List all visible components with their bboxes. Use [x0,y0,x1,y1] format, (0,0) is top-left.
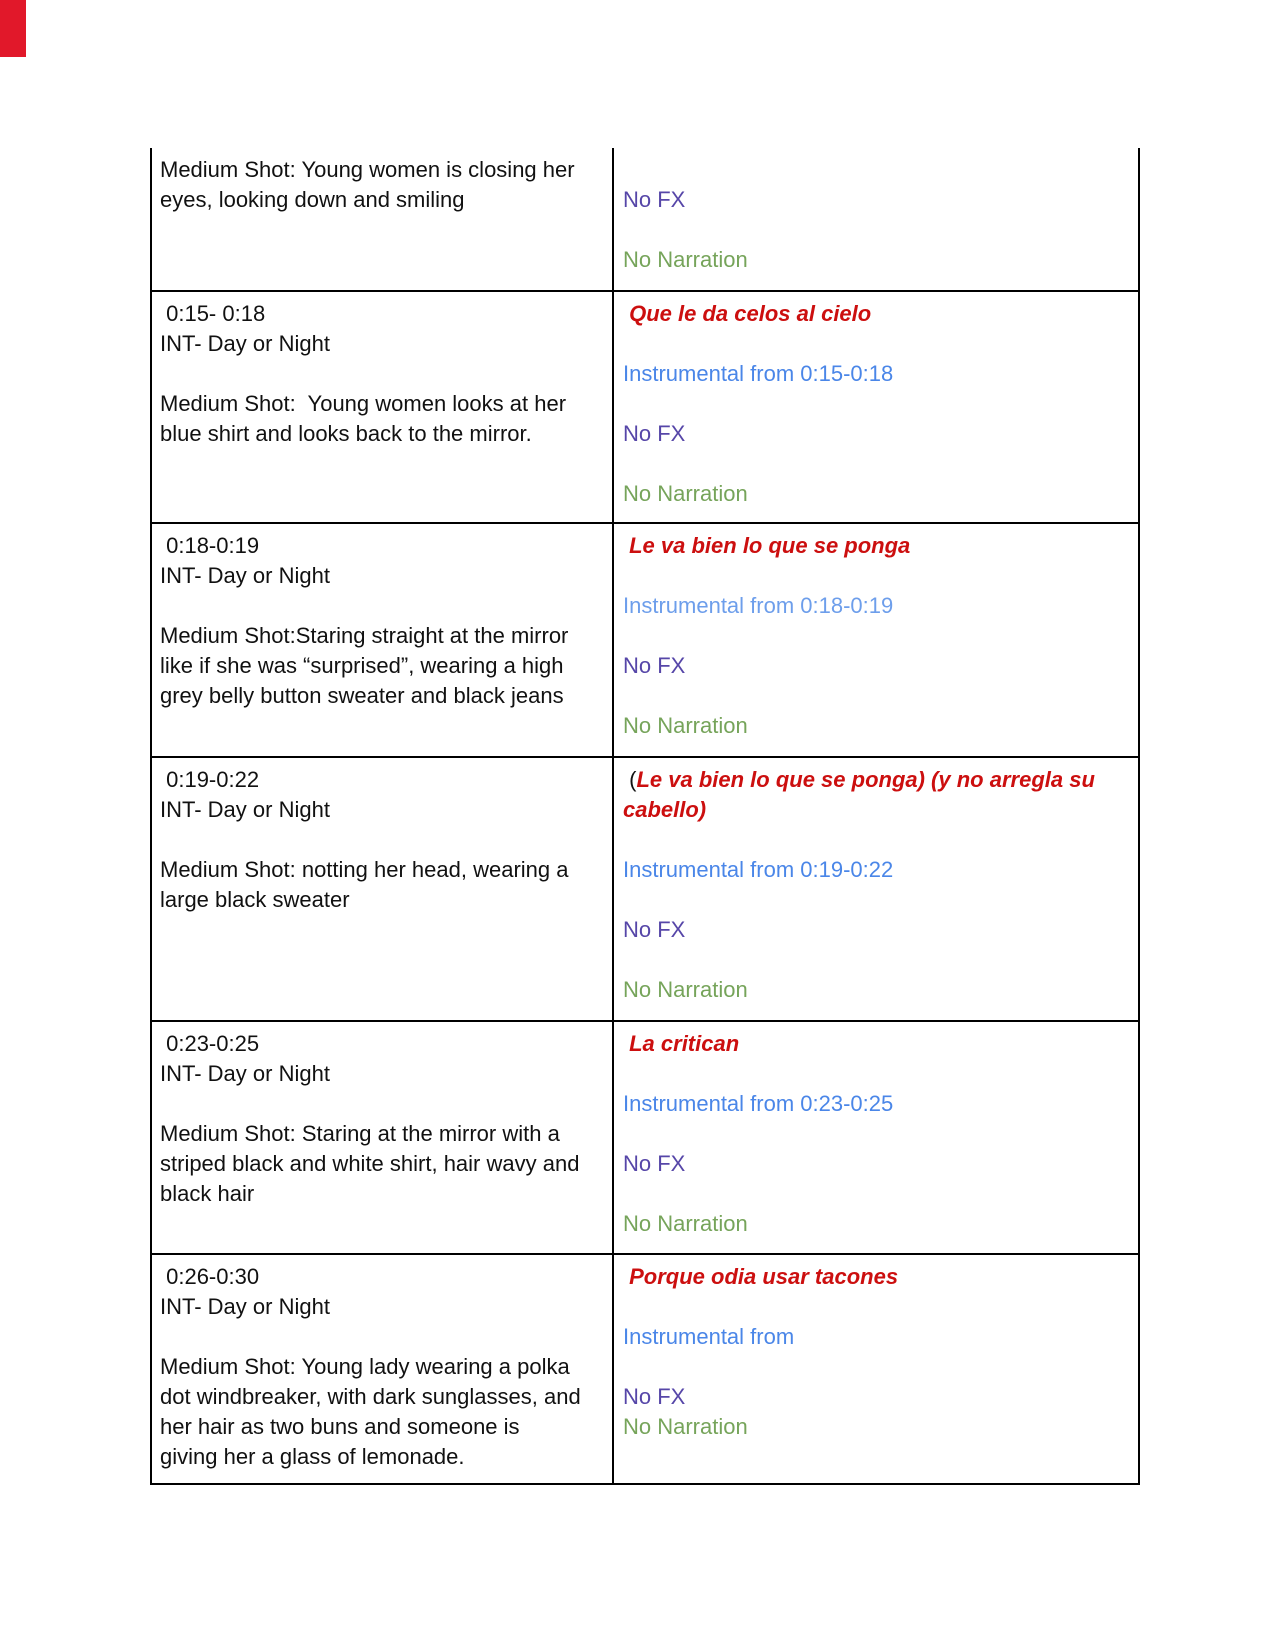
lyric-text: Le va bien lo que se ponga) (y no arregla su [636,767,1095,792]
text-line [623,1322,1134,1352]
lyric-text: cabello) [623,797,707,822]
text-line [623,591,1134,621]
table-row [152,292,1138,524]
text-line [160,1059,606,1089]
desc-text: her hair as two buns and someone is [160,1414,520,1439]
text-line [160,1262,606,1292]
text-line [623,449,1134,479]
text-line [623,359,1134,389]
fx-text: No FX [623,917,686,942]
text-line [160,1412,606,1442]
audio-cell [614,148,1138,290]
shot-description-cell [152,148,614,290]
text-line [160,185,606,215]
text-line [623,1382,1134,1412]
text-line [160,561,606,591]
text-line [160,855,606,885]
lyric-text: Porque odia usar tacones [623,1264,899,1289]
text-line [160,419,606,449]
desc-text: INT- Day or Night [160,1294,330,1319]
text-line [160,681,606,711]
text-line [623,561,1134,591]
shot-description-cell [152,524,614,756]
desc-text: 0:15- 0:18 [160,301,266,326]
lyric-text: La critican [623,1031,740,1056]
fx-text: No FX [623,421,686,446]
text-line [160,1179,606,1209]
desc-text: large black sweater [160,887,350,912]
text-line [623,299,1134,329]
text-line [160,1382,606,1412]
text-line [623,479,1134,509]
text-line [623,1179,1134,1209]
text-line [623,245,1134,275]
text-line [623,855,1134,885]
text-line [623,1292,1134,1322]
text-line [160,329,606,359]
audio-cell [614,524,1138,756]
text-line [160,155,606,185]
text-line [160,1292,606,1322]
text-line [623,885,1134,915]
text-line [160,825,606,855]
text-line [160,885,606,915]
text-line [160,651,606,681]
narration-text: No Narration [623,977,748,1002]
text-line [160,359,606,389]
musicLight-text: Instrumental from 0:18-0:19 [623,593,894,618]
desc-text: 0:26-0:30 [160,1264,260,1289]
text-line [623,621,1134,651]
text-line [160,1029,606,1059]
plain-text: ( [623,767,637,792]
text-line [160,531,606,561]
text-line [623,1412,1134,1442]
desc-text: eyes, looking down and smiling [160,187,465,212]
text-line [623,419,1134,449]
desc-text: giving her a glass of lemonade. [160,1444,465,1469]
music-text: Instrumental from 0:23-0:25 [623,1091,894,1116]
text-line [623,1119,1134,1149]
text-line [623,945,1134,975]
text-line [623,1029,1134,1059]
desc-text: INT- Day or Night [160,563,330,588]
desc-text: Medium Shot: Staring at the mirror with a [160,1121,560,1146]
text-line [160,591,606,621]
storyboard-table [150,148,1140,1485]
fx-text: No FX [623,1384,686,1409]
text-line [623,1262,1134,1292]
desc-text: Medium Shot: notting her head, wearing a [160,857,569,882]
text-line [623,1149,1134,1179]
fx-text: No FX [623,653,686,678]
desc-text: INT- Day or Night [160,1061,330,1086]
desc-text: like if she was “surprised”, wearing a high [160,653,564,678]
text-line [160,1442,606,1472]
narration-text: No Narration [623,713,748,738]
text-line [160,1352,606,1382]
table-row [152,1255,1138,1485]
narration-text: No Narration [623,247,748,272]
text-line [623,975,1134,1005]
desc-text: INT- Day or Night [160,797,330,822]
table-row [152,1022,1138,1255]
music-text: Instrumental from [623,1324,795,1349]
desc-text: dot windbreaker, with dark sunglasses, and [160,1384,581,1409]
text-line [160,299,606,329]
narration-text: No Narration [623,1211,748,1236]
desc-text: INT- Day or Night [160,331,330,356]
text-line [623,1059,1134,1089]
text-line [623,915,1134,945]
text-line [623,389,1134,419]
text-line [623,215,1134,245]
lyric-text: Le va bien lo que se ponga [623,533,911,558]
text-line [623,531,1134,561]
desc-text: Medium Shot: Young women looks at her [160,391,567,416]
text-line [623,329,1134,359]
table-row [152,524,1138,758]
text-line [160,389,606,419]
shot-description-cell [152,1255,614,1483]
desc-text: Medium Shot: Young women is closing her [160,157,575,182]
text-line [160,1149,606,1179]
music-text: Instrumental from 0:15-0:18 [623,361,894,386]
shot-description-cell [152,758,614,1020]
fx-text: No FX [623,1151,686,1176]
text-line [623,651,1134,681]
narration-text: No Narration [623,481,748,506]
desc-text: Medium Shot: Young lady wearing a polka [160,1354,570,1379]
text-line [623,765,1134,795]
text-line [623,825,1134,855]
table-row [152,758,1138,1022]
text-line [623,681,1134,711]
desc-text: striped black and white shirt, hair wavy and [160,1151,580,1176]
text-line [160,795,606,825]
table-row [152,148,1138,292]
text-line [623,1352,1134,1382]
desc-text: blue shirt and looks back to the mirror. [160,421,532,446]
music-text: Instrumental from 0:19-0:22 [623,857,894,882]
audio-cell [614,1022,1138,1253]
desc-text: black hair [160,1181,255,1206]
text-line [160,1119,606,1149]
narration-text: No Narration [623,1414,748,1439]
fx-text: No FX [623,187,686,212]
text-line [623,155,1134,185]
desc-text: Medium Shot:Staring straight at the mirror [160,623,569,648]
lyric-text: Que le da celos al cielo [623,301,872,326]
desc-text: 0:23-0:25 [160,1031,260,1056]
text-line [160,765,606,795]
text-line [623,185,1134,215]
text-line [623,795,1134,825]
text-line [160,1322,606,1352]
audio-cell [614,1255,1138,1483]
audio-cell [614,292,1138,522]
text-line [623,711,1134,741]
text-line [160,621,606,651]
text-line [623,1089,1134,1119]
text-line [160,1089,606,1119]
desc-text: 0:19-0:22 [160,767,260,792]
audio-cell [614,758,1138,1020]
shot-description-cell [152,292,614,522]
shot-description-cell [152,1022,614,1253]
red-corner-marker [0,0,26,57]
text-line [623,1209,1134,1239]
desc-text: 0:18-0:19 [160,533,260,558]
desc-text: grey belly button sweater and black jeans [160,683,564,708]
